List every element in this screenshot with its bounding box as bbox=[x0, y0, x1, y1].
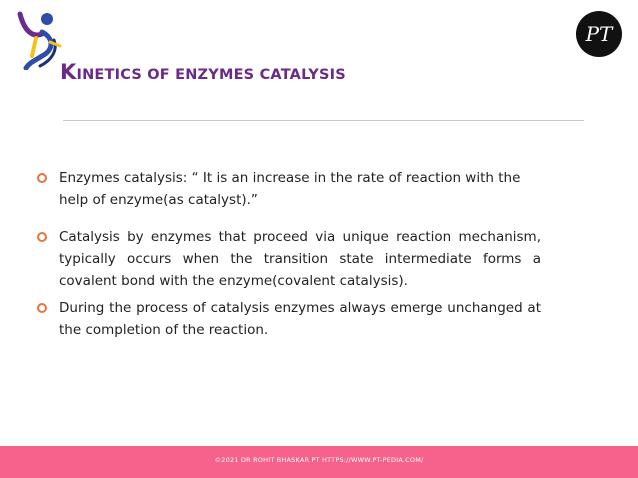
bullet-item bbox=[37, 226, 541, 292]
pt-logo-text: PT bbox=[585, 22, 613, 46]
footer-text: ©2021 DR ROHIT BHASKAR PT HTTPS://WWW.PT-PEDIA.COM/ bbox=[214, 456, 424, 464]
slide-title bbox=[60, 60, 346, 84]
bullet-item bbox=[37, 297, 541, 341]
bullet-list bbox=[37, 167, 541, 341]
bullet-text: Enzymes catalysis: “ It is an increase in the rate of reaction with the help of enzyme(as catalyst).” bbox=[59, 170, 521, 208]
figure-logo-icon bbox=[14, 10, 66, 70]
bullet-item bbox=[37, 167, 541, 211]
bullet-text: Catalysis by enzymes that proceed via unique reaction mechanism, typically occurs when the transition state intermediate forms a covalent bond with the enzyme(covalent catalysis). bbox=[59, 229, 541, 289]
bullet-circle-icon bbox=[37, 173, 47, 183]
bullet-text: During the process of catalysis enzymes always emerge unchanged at the completion of the reaction. bbox=[59, 300, 541, 338]
slide-title-rest: INETICS OF ENZYMES CATALYSIS bbox=[76, 67, 346, 83]
title-divider bbox=[63, 120, 584, 121]
slide-title-first-letter: K bbox=[60, 60, 77, 84]
bullet-circle-icon bbox=[37, 303, 47, 313]
footer-bar bbox=[0, 446, 638, 478]
bullet-circle-icon bbox=[37, 232, 47, 242]
pt-logo-icon bbox=[575, 10, 623, 58]
